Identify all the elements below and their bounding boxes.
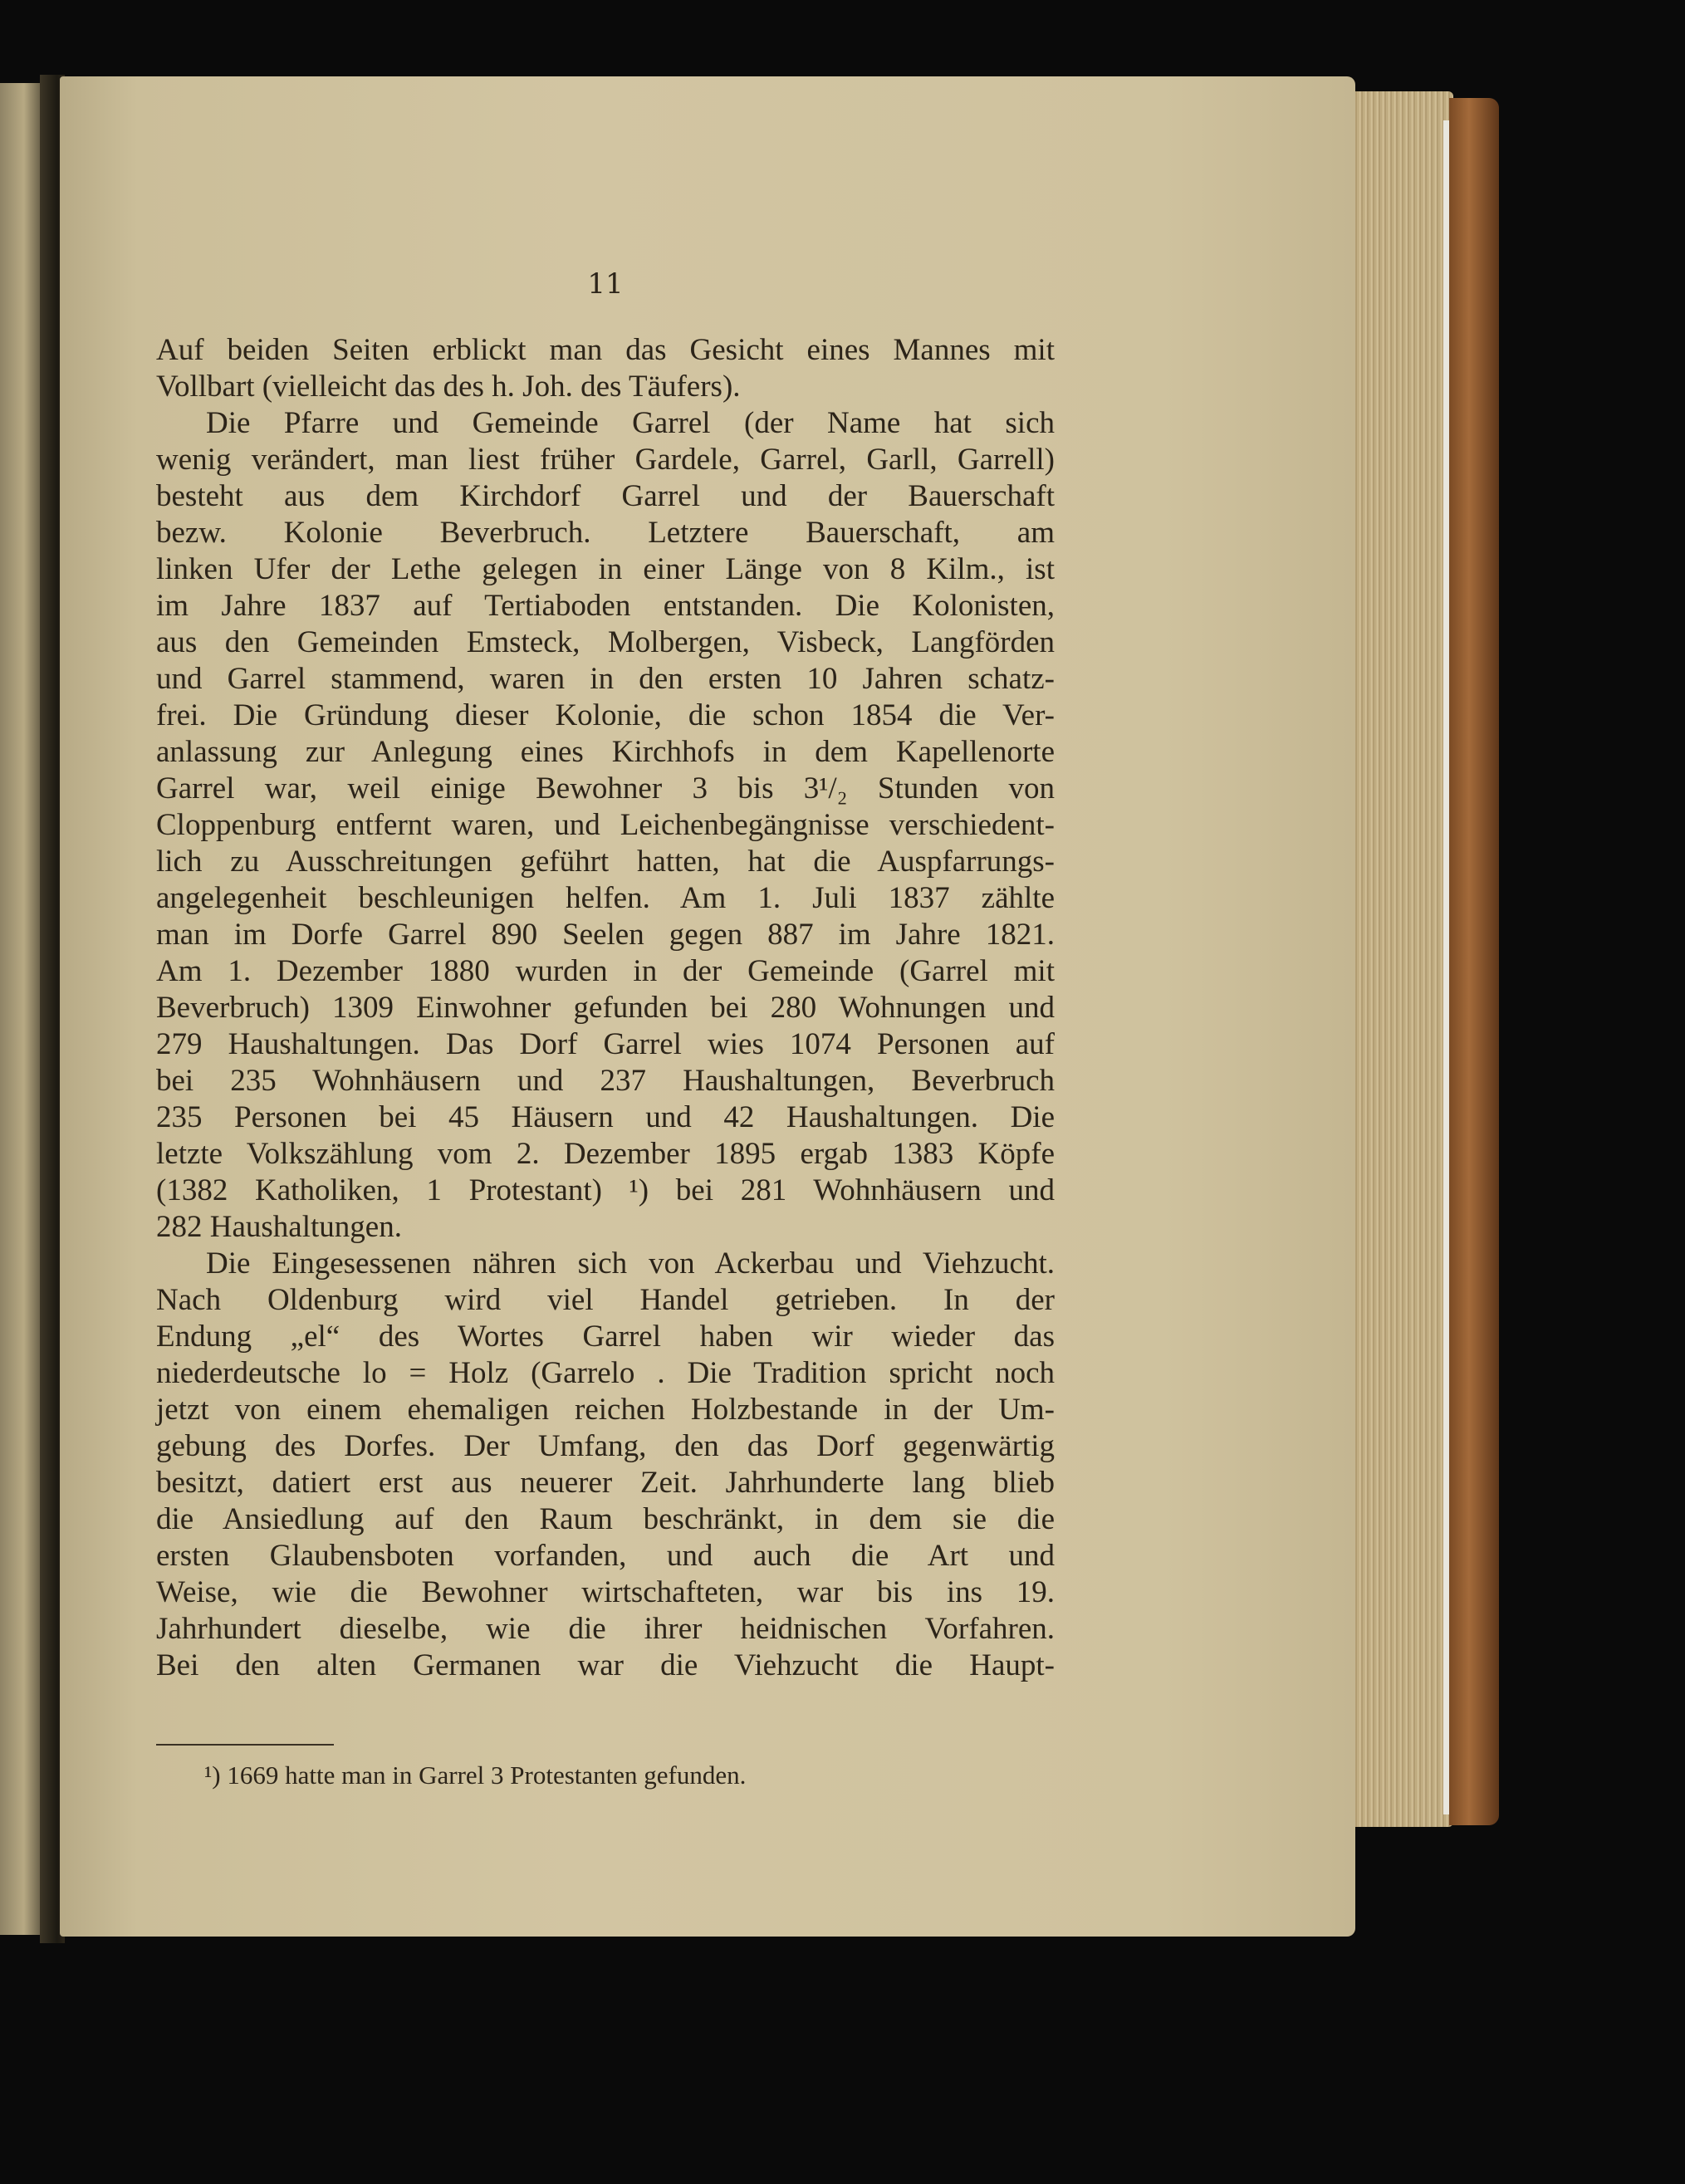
text-line: Am 1. Dezember 1880 wurden in der Gemeinde (Garrel mit	[156, 954, 1055, 988]
text-line: Beverbruch) 1309 Einwohner gefunden bei 280 Wohnungen und	[156, 991, 1055, 1025]
text-line: Cloppenburg entfernt waren, und Leichenbegängnisse verschiedent-	[156, 808, 1055, 842]
text-line: Nach Oldenburg wird viel Handel getrieben. In der	[156, 1283, 1055, 1317]
text-line: Auf beiden Seiten erblickt man das Gesicht eines Mannes mit	[156, 333, 1055, 367]
text-line: Bei den alten Germanen war die Viehzucht die Haupt-	[156, 1648, 1055, 1682]
text-line: frei. Die Gründung dieser Kolonie, die schon 1854 die Ver-	[156, 698, 1055, 732]
text-line: man im Dorfe Garrel 890 Seelen gegen 887 im Jahre 1821.	[156, 918, 1055, 952]
text-line: angelegenheit beschleunigen helfen. Am 1. Juli 1837 zählte	[156, 881, 1055, 915]
text-line: Endung „el“ des Wortes Garrel haben wir wieder das	[156, 1320, 1055, 1354]
text-line: 282 Haushaltungen.	[156, 1210, 402, 1244]
footnote: ¹) 1669 hatte man in Garrel 3 Protestanten gefunden.	[204, 1760, 747, 1790]
text-line: besteht aus dem Kirchdorf Garrel und der Bauerschaft	[156, 479, 1055, 513]
text-line: aus den Gemeinden Emsteck, Molbergen, Visbeck, Langförden	[156, 625, 1055, 659]
text-line: Vollbart (vielleicht das des h. Joh. des Täufers).	[156, 370, 741, 404]
text-line: Jahrhundert dieselbe, wie die ihrer heidnischen Vorfahren.	[156, 1612, 1055, 1646]
text-line: bei 235 Wohnhäusern und 237 Haushaltungen, Beverbruch	[156, 1064, 1055, 1098]
text-line: im Jahre 1837 auf Tertiaboden entstanden. Die Kolonisten,	[156, 589, 1055, 623]
text-line: Garrel war, weil einige Bewohner 3 bis 3¹/₂ Stunden von	[156, 771, 1055, 806]
text-line: lich zu Ausschreitungen geführt hatten, hat die Auspfarrungs-	[156, 845, 1055, 879]
text-line: 235 Personen bei 45 Häusern und 42 Haushaltungen. Die	[156, 1100, 1055, 1134]
text-line: Die Pfarre und Gemeinde Garrel (der Name hat sich	[206, 406, 1055, 440]
text-line: (1382 Katholiken, 1 Protestant) ¹) bei 281 Wohnhäusern und	[156, 1173, 1055, 1207]
text-line: die Ansiedlung auf den Raum beschränkt, in dem sie die	[156, 1502, 1055, 1536]
page-number: 11	[587, 267, 624, 301]
footnote-rule	[156, 1744, 334, 1746]
text-line: linken Ufer der Lethe gelegen in einer Länge von 8 Kilm., ist	[156, 552, 1055, 586]
text-line: Weise, wie die Bewohner wirtschafteten, war bis ins 19.	[156, 1575, 1055, 1609]
text-line: besitzt, datiert erst aus neuerer Zeit. Jahrhunderte lang blieb	[156, 1466, 1055, 1500]
text-line: jetzt von einem ehemaligen reichen Holzbestande in der Um-	[156, 1393, 1055, 1427]
text-line: gebung des Dorfes. Der Umfang, den das Dorf gegenwärtig	[156, 1429, 1055, 1463]
left-page-edge	[0, 83, 40, 1935]
text-line: niederdeutsche lo = Holz (Garrelo . Die Tradition spricht noch	[156, 1356, 1055, 1390]
book-cover	[1449, 98, 1499, 1825]
text-line: letzte Volkszählung vom 2. Dezember 1895 ergab 1383 Köpfe	[156, 1137, 1055, 1171]
text-line: wenig verändert, man liest früher Gardele, Garrel, Garll, Garrell)	[156, 443, 1055, 477]
text-line: ersten Glaubensboten vorfanden, und auch die Art und	[156, 1539, 1055, 1573]
text-line: Die Eingesessenen nähren sich von Ackerbau und Viehzucht.	[206, 1246, 1055, 1281]
text-line: und Garrel stammend, waren in den ersten 10 Jahren schatz-	[156, 662, 1055, 696]
text-line: 279 Haushaltungen. Das Dorf Garrel wies 1074 Personen auf	[156, 1027, 1055, 1061]
text-line: bezw. Kolonie Beverbruch. Letztere Bauerschaft, am	[156, 516, 1055, 550]
text-line: anlassung zur Anlegung eines Kirchhofs in dem Kapellenorte	[156, 735, 1055, 769]
